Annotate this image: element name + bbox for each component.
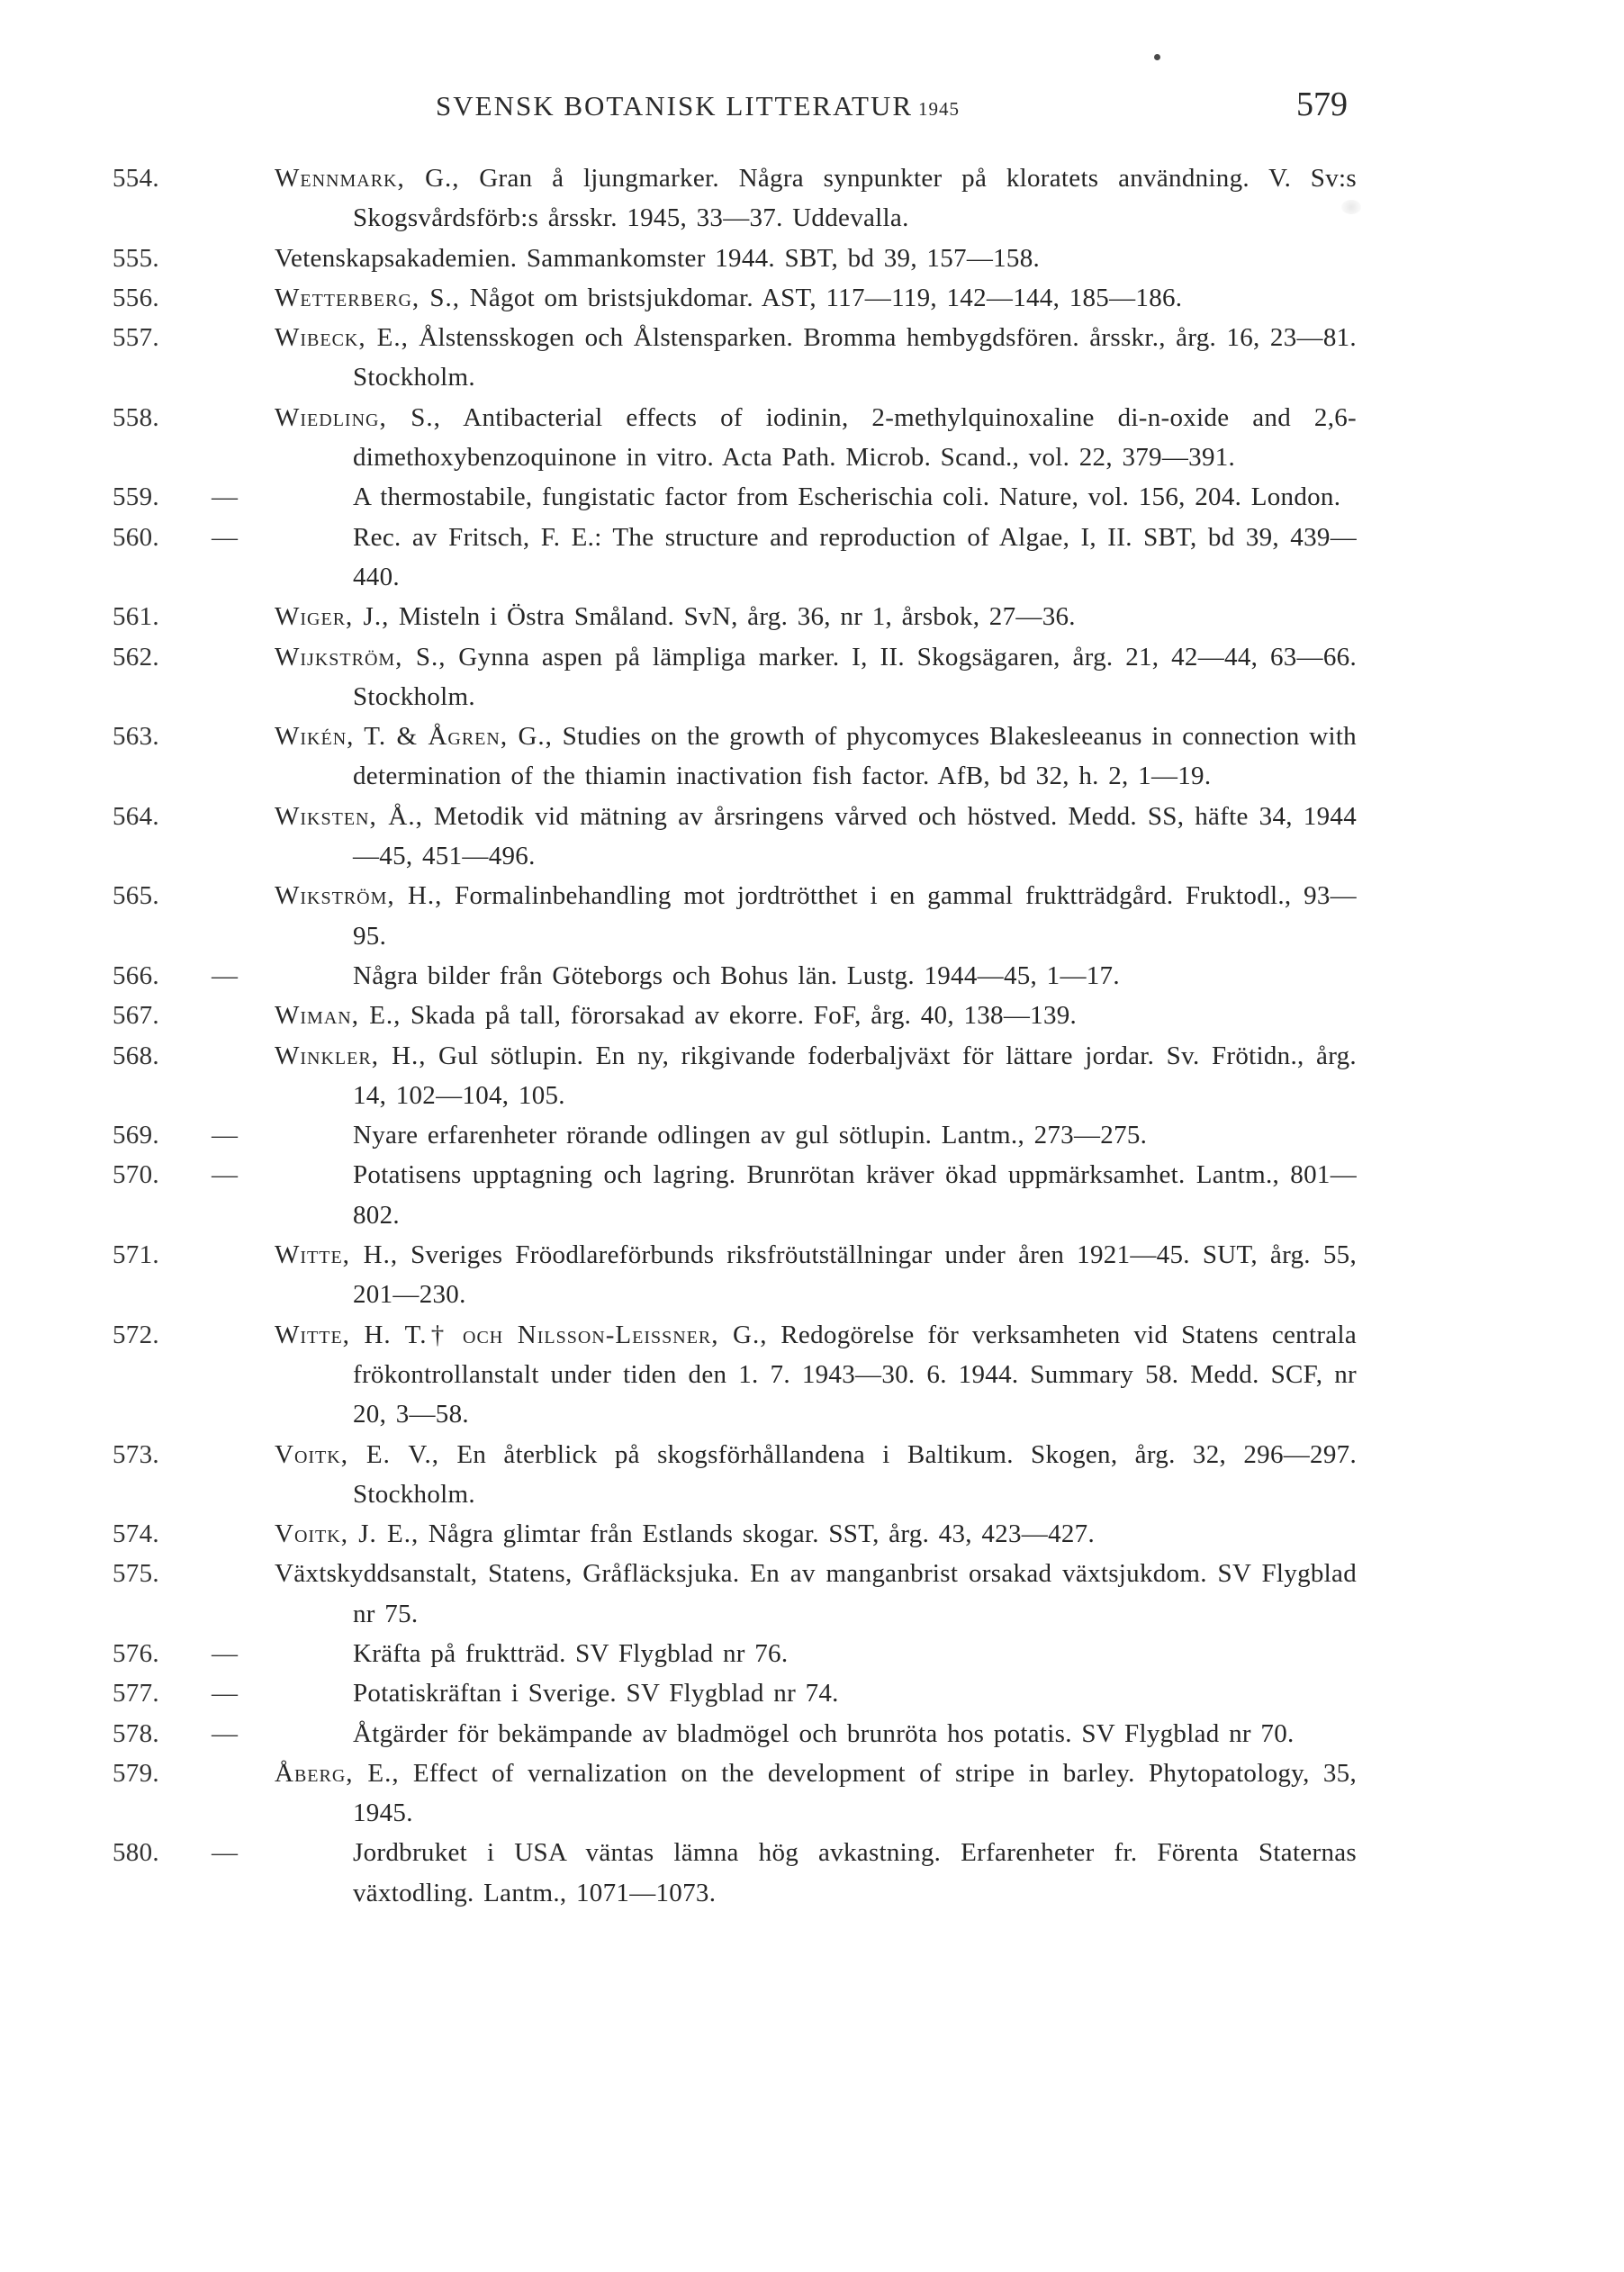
entry-number: 564. bbox=[113, 801, 159, 831]
entry-body bbox=[275, 876, 1357, 956]
bibliography-entry bbox=[113, 1634, 1357, 1673]
entry-author: Wiman, E., bbox=[275, 1001, 401, 1031]
entry-body bbox=[275, 1315, 1357, 1435]
entry-text: Gynna aspen på lämpliga marker. I, II. Skogsägaren, årg. 21, 42—44, 63—66. Stockholm. bbox=[353, 642, 1357, 711]
entry-number: 566. bbox=[113, 960, 159, 990]
entry-number: 554. bbox=[113, 164, 159, 193]
entry-number: 576. bbox=[113, 1638, 159, 1668]
entry-body bbox=[275, 1155, 1357, 1235]
entry-text: Nyare erfarenheter rörande odlingen av gul sötlupin. Lantm., 273—275. bbox=[353, 1121, 1148, 1150]
entry-number: 572. bbox=[113, 1320, 159, 1349]
entry-body bbox=[275, 1115, 1357, 1155]
entry-text: Antibacterial effects of iodinin, 2-methylquinoxaline di-n-oxide and 2,6-dimethoxybenzoquinone in vitro. Acta Path. Microb. Scand., vol. 22, 379—391. bbox=[353, 402, 1358, 473]
entry-text: Växtskyddsanstalt, Statens, Gråfläcksjuka. En av manganbrist orsakad växtsjukdom. SV Flygblad nr 75. bbox=[275, 1559, 1357, 1628]
ink-dot bbox=[1154, 54, 1160, 60]
ditto-mark: — bbox=[212, 522, 239, 552]
entry-body bbox=[275, 1714, 1357, 1754]
bibliography-entry bbox=[113, 1673, 1357, 1713]
bibliography-entry bbox=[113, 318, 1357, 398]
entry-author: Åberg, E., bbox=[275, 1758, 400, 1788]
entry-number: 580. bbox=[113, 1838, 159, 1868]
entry-body bbox=[275, 477, 1357, 517]
bibliography-entry bbox=[113, 518, 1357, 598]
entry-text: Jordbruket i USA väntas lämna hög avkastning. Erfarenheter fr. Förenta Staternas växtodling. Lantm., 1071—1073. bbox=[353, 1838, 1357, 1907]
entry-body bbox=[275, 1833, 1357, 1913]
entry-author: Witte, H., bbox=[275, 1240, 399, 1270]
entry-author: Wikén, T. & Ågren, G., bbox=[275, 722, 553, 752]
entry-number: 567. bbox=[113, 1001, 159, 1031]
entry-body bbox=[275, 797, 1357, 877]
running-title-text: SVENSK BOTANISK LITTERATUR bbox=[436, 90, 914, 122]
entry-number: 563. bbox=[113, 722, 159, 752]
entry-text: Misteln i Östra Småland. SvN, årg. 36, nr 1, årsbok, 27—36. bbox=[398, 602, 1076, 632]
bibliography-entry bbox=[113, 1833, 1357, 1913]
ditto-mark: — bbox=[212, 1679, 239, 1709]
entry-text: Något om bristsjukdomar. AST, 117—119, 142—144, 185—186. bbox=[469, 283, 1183, 312]
entry-body bbox=[275, 518, 1357, 598]
bibliography-entry bbox=[113, 1754, 1357, 1834]
entry-number: 577. bbox=[113, 1679, 159, 1709]
entry-author: Witte, H. T.† och Nilsson-Leissner, G., bbox=[275, 1320, 768, 1349]
entry-number: 560. bbox=[113, 522, 159, 552]
entry-number: 568. bbox=[113, 1041, 159, 1070]
entry-text: Skada på tall, förorsakad av ekorre. FoF, årg. 40, 138—139. bbox=[410, 1001, 1078, 1031]
entry-text: Effect of vernalization on the development of stripe in barley. Phytopatology, 35, 1945. bbox=[353, 1758, 1357, 1828]
bibliography-entry bbox=[113, 158, 1357, 239]
entry-number: 556. bbox=[113, 283, 159, 312]
running-head bbox=[0, 83, 1624, 130]
entry-number: 559. bbox=[113, 482, 159, 512]
bibliography-entry bbox=[113, 797, 1357, 877]
entry-text: Åtgärder för bekämpande av bladmögel och brunröta hos potatis. SV Flygblad nr 70. bbox=[353, 1718, 1295, 1748]
entry-author: Voitk, J. E., bbox=[275, 1519, 420, 1549]
entry-author: Wennmark, G., bbox=[275, 164, 460, 193]
bibliography-entry bbox=[113, 637, 1357, 717]
bibliography-entry bbox=[113, 1554, 1357, 1634]
entry-body bbox=[275, 1754, 1357, 1834]
entry-number: 565. bbox=[113, 881, 159, 911]
entry-text: Några glimtar från Estlands skogar. SST, årg. 43, 423—427. bbox=[428, 1519, 1096, 1549]
ditto-mark: — bbox=[212, 960, 239, 990]
bibliography-entry bbox=[113, 1514, 1357, 1554]
page-number: 579 bbox=[1296, 86, 1348, 123]
entry-body bbox=[275, 597, 1357, 636]
entry-author: Wibeck, E., bbox=[275, 323, 409, 353]
entry-number: 573. bbox=[113, 1439, 159, 1469]
entry-text: Gul sötlupin. En ny, rikgivande foderbaljväxt för lättare jordar. Sv. Frötidn., årg. 14, 102—104, 105. bbox=[353, 1041, 1357, 1110]
entry-text: Formalinbehandling mot jordtrötthet i en gammal fruktträdgård. Fruktodl., 93—95. bbox=[353, 881, 1357, 951]
entry-number: 569. bbox=[113, 1121, 159, 1150]
entry-number: 562. bbox=[113, 642, 159, 672]
ditto-mark: — bbox=[212, 1718, 239, 1748]
bibliography-entry bbox=[113, 1155, 1357, 1235]
bibliography-entry bbox=[113, 1714, 1357, 1754]
entry-author: Wiger, J., bbox=[275, 602, 390, 632]
entry-number: 557. bbox=[113, 323, 159, 353]
bibliography-entry bbox=[113, 956, 1357, 996]
entry-number: 578. bbox=[113, 1718, 159, 1748]
entry-text: Några bilder från Göteborgs och Bohus län. Lustg. 1944—45, 1—17. bbox=[353, 960, 1120, 990]
entry-body bbox=[275, 239, 1357, 278]
entry-body bbox=[275, 637, 1357, 717]
entry-text: Gran å ljungmarker. Några synpunkter på kloratets användning. V. Sv:s Skogsvårdsförb:s årsskr. 1945, 33—37. Uddevalla. bbox=[353, 164, 1357, 233]
ditto-mark: — bbox=[212, 1160, 239, 1190]
entry-body bbox=[275, 318, 1357, 398]
entry-text: Potatiskräftan i Sverige. SV Flygblad nr 74. bbox=[353, 1679, 839, 1709]
entry-author: Wikström, H., bbox=[275, 881, 443, 911]
bibliography-entry bbox=[113, 1036, 1357, 1116]
entry-body bbox=[275, 717, 1357, 797]
entry-number: 571. bbox=[113, 1240, 159, 1270]
entry-number: 570. bbox=[113, 1160, 159, 1190]
bibliography-entry bbox=[113, 996, 1357, 1035]
ditto-mark: — bbox=[212, 1121, 239, 1150]
bibliography-entry bbox=[113, 876, 1357, 956]
entry-body bbox=[275, 996, 1357, 1035]
entry-text: Sveriges Fröodlareförbunds riksfröutställningar under åren 1921—45. SUT, årg. 55, 201—230. bbox=[353, 1240, 1357, 1310]
ditto-mark: — bbox=[212, 1638, 239, 1668]
bibliography-entry bbox=[113, 1115, 1357, 1155]
entry-text: Metodik vid mätning av årsringens vårved och höstved. Medd. SS, häfte 34, 1944—45, 451—496. bbox=[353, 801, 1357, 871]
ditto-mark: — bbox=[212, 482, 239, 512]
entry-text: A thermostabile, fungistatic factor from Escherischia coli. Nature, vol. 156, 204. London. bbox=[353, 482, 1341, 512]
entry-author: Wijkström, S., bbox=[275, 642, 447, 672]
entry-body bbox=[275, 1554, 1357, 1634]
entry-author: Wiksten, Å., bbox=[275, 801, 423, 831]
entry-author: Wiedling, S., bbox=[275, 402, 441, 432]
entry-body bbox=[275, 1634, 1357, 1673]
bibliography-entry bbox=[113, 398, 1357, 478]
entry-text: Ålstensskogen och Ålstensparken. Bromma hembygdsfören. årsskr., årg. 16, 23—81. Stockholm. bbox=[353, 323, 1357, 392]
bibliography-entry bbox=[113, 597, 1357, 636]
entry-body bbox=[275, 398, 1357, 478]
bibliography-list bbox=[113, 158, 1357, 1913]
entry-number: 558. bbox=[113, 402, 159, 432]
bibliography-entry bbox=[113, 239, 1357, 278]
entry-number: 575. bbox=[113, 1559, 159, 1589]
entry-author: Winkler, H., bbox=[275, 1041, 427, 1070]
entry-body bbox=[275, 956, 1357, 996]
entry-text: Rec. av Fritsch, F. E.: The structure and reproduction of Algae, I, II. SBT, bd 39, 439—440. bbox=[353, 522, 1357, 591]
entry-body bbox=[275, 1235, 1357, 1315]
ditto-mark: — bbox=[212, 1838, 239, 1868]
entry-body bbox=[275, 1514, 1357, 1554]
entry-text: Potatisens upptagning och lagring. Brunrötan kräver ökad uppmärksamhet. Lantm., 801—802. bbox=[353, 1160, 1357, 1230]
entry-text: En återblick på skogsförhållandena i Baltikum. Skogen, årg. 32, 296—297. Stockholm. bbox=[353, 1439, 1357, 1509]
entry-text: Vetenskapsakademien. Sammankomster 1944. SBT, bd 39, 157—158. bbox=[275, 243, 1041, 273]
entry-body bbox=[275, 1435, 1357, 1515]
entry-text: Studies on the growth of phycomyces Blakesleeanus in connection with determination of the thiamin inactivation fish factor. AfB, bd 32, h. 2, 1—19. bbox=[353, 722, 1357, 791]
entry-number: 561. bbox=[113, 602, 159, 632]
bibliography-entry bbox=[113, 717, 1357, 797]
entry-body bbox=[275, 278, 1357, 318]
running-title-year: 1945 bbox=[918, 98, 961, 120]
entry-author: Voitk, E. V., bbox=[275, 1439, 440, 1469]
entry-body bbox=[275, 1673, 1357, 1713]
entry-text: Kräfta på fruktträd. SV Flygblad nr 76. bbox=[353, 1638, 789, 1668]
bibliography-entry bbox=[113, 477, 1357, 517]
bibliography-entry bbox=[113, 1235, 1357, 1315]
entry-text: Redogörelse för verksamheten vid Statens centrala frökontrollanstalt under tiden den 1. 7. 1943—30. 6. 1944. Summary 58. Medd. SCF, nr 20, 3—58. bbox=[353, 1320, 1357, 1429]
entry-number: 579. bbox=[113, 1758, 159, 1788]
bibliography-entry bbox=[113, 1435, 1357, 1515]
bibliography-entry bbox=[113, 1315, 1357, 1435]
running-title bbox=[436, 90, 960, 122]
bibliography-entry bbox=[113, 278, 1357, 318]
entry-author: Wetterberg, S., bbox=[275, 283, 461, 312]
entry-body bbox=[275, 158, 1357, 239]
entry-body bbox=[275, 1036, 1357, 1116]
entry-number: 574. bbox=[113, 1519, 159, 1549]
entry-number: 555. bbox=[113, 243, 159, 273]
